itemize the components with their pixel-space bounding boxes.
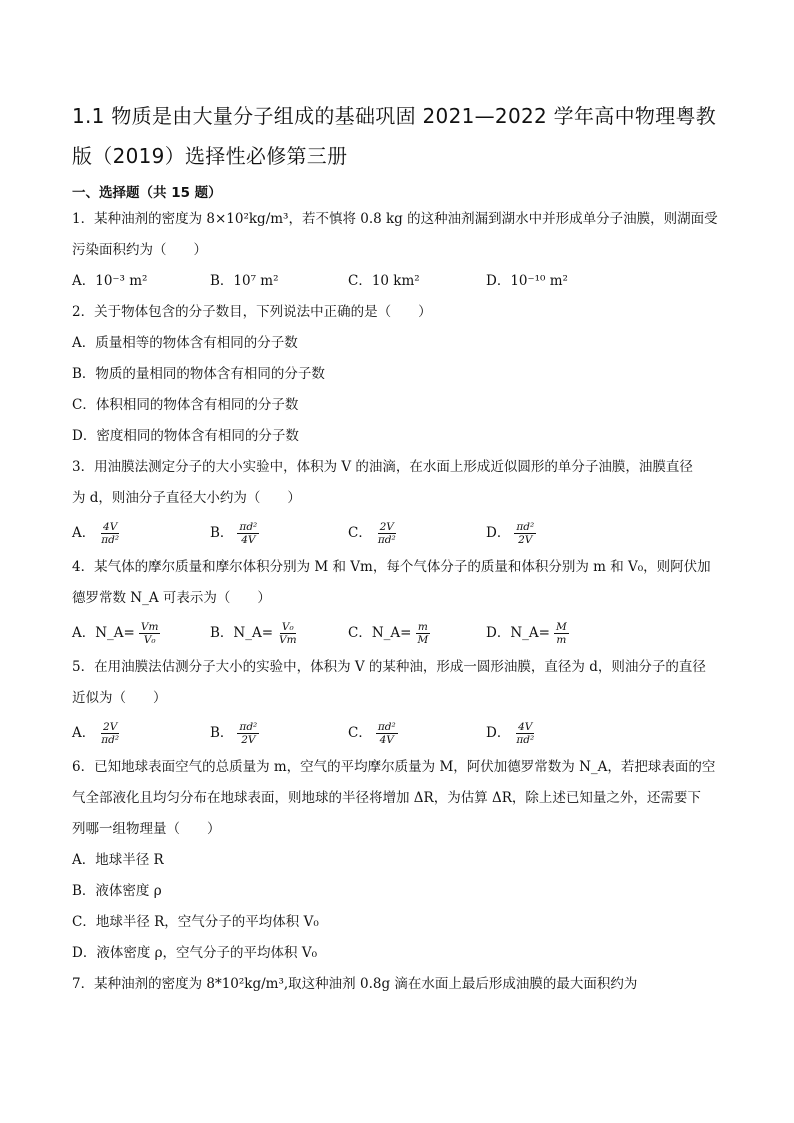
numerator: 2V [103, 720, 118, 733]
denominator: m [556, 633, 567, 646]
option-a: A．质量相等的物体含有相同的分子数 [72, 335, 298, 351]
option-a: A．10⁻³ m² [72, 273, 148, 289]
option-label: D．N_A= [486, 625, 550, 641]
option-c [348, 514, 486, 552]
numerator: V₀ [281, 620, 294, 633]
fraction [514, 521, 536, 546]
denominator: πd² [377, 533, 396, 546]
option-a: A．地球半径 R [72, 852, 164, 868]
question-text: 7．某种油剂的密度为 8*10²kg/m³,取这种油剂 0.8g 滴在水面上最后形成油膜的最大面积约为 [72, 976, 638, 992]
title-line-1: 1.1 物质是由大量分子组成的基础巩固 2021—2022 学年高中物理粤教 [72, 104, 717, 128]
denominator: πd² [101, 533, 120, 546]
option-c [348, 714, 486, 752]
question-text: 5．在用油膜法估测分子大小的实验中，体积为 V 的某种油，形成一圆形油膜，直径为 d，则油分子的直径 [72, 659, 706, 675]
question-text: 德罗常数 N_A 可表示为（ ） [72, 590, 271, 606]
option-d: D．液体密度 ρ，空气分子的平均体积 V₀ [72, 945, 318, 961]
question-text: 3．用油膜法测定分子的大小实验中，体积为 V 的油滴，在水面上形成近似圆形的单分子油膜，油膜直径 [72, 459, 693, 475]
numerator: Vm [140, 620, 159, 633]
option-d: D．10⁻¹⁰ m² [486, 273, 568, 289]
question-3 [72, 452, 722, 552]
numerator: M [555, 620, 567, 633]
fraction [376, 521, 398, 546]
option-label: C．N_A= [348, 625, 412, 641]
title-line-2: 版（2019）选择性必修第三册 [72, 144, 348, 168]
option-c: C．10 km² [348, 273, 420, 289]
option-label: C． [348, 525, 372, 541]
option-label: A． [72, 525, 96, 541]
fraction [237, 721, 259, 746]
document-title [72, 96, 722, 176]
numerator: πd² [377, 720, 396, 733]
question-4 [72, 552, 722, 652]
numerator: m [417, 620, 428, 633]
fraction [99, 721, 121, 746]
option-b: B．物质的量相同的物体含有相同的分子数 [72, 366, 325, 382]
option-label: A． [72, 725, 96, 741]
question-text: 为 d，则油分子直径大小约为（ ） [72, 490, 301, 506]
option-c [348, 614, 486, 652]
fraction [376, 721, 398, 746]
options-row [72, 266, 722, 297]
question-text: 气全部液化且均匀分布在地球表面，则地球的半径将增加 ΔR，为估算 ΔR，除上述已知量之外，还需要下 [72, 790, 701, 806]
numerator: 4V [518, 720, 533, 733]
numerator: πd² [239, 520, 258, 533]
fraction [99, 521, 121, 546]
question-7 [72, 969, 722, 1000]
question-text: 近似为（ ） [72, 690, 167, 706]
fraction [514, 721, 536, 746]
numerator: πd² [239, 720, 258, 733]
option-a [72, 614, 210, 652]
fraction [237, 521, 259, 546]
question-1 [72, 204, 722, 297]
option-label: B． [210, 525, 234, 541]
options-row [72, 714, 722, 752]
question-2 [72, 297, 722, 452]
section-heading: 一、选择题（共 15 题） [72, 185, 222, 201]
denominator: πd² [101, 733, 120, 746]
question-text: 污染面积约为（ ） [72, 242, 207, 258]
fraction [554, 621, 569, 646]
question-text: 2．关于物体包含的分子数目，下列说法中正确的是（ ） [72, 304, 432, 320]
denominator: 2V [241, 733, 256, 746]
option-label: B．N_A= [210, 625, 274, 641]
numerator: 2V [379, 520, 394, 533]
options-row [72, 614, 722, 652]
numerator: 4V [103, 520, 118, 533]
option-label: D． [486, 725, 511, 741]
option-b [210, 514, 348, 552]
option-label: C． [348, 725, 372, 741]
denominator: 4V [379, 733, 394, 746]
option-c: C．体积相同的物体含有相同的分子数 [72, 397, 299, 413]
question-text: 6．已知地球表面空气的总质量为 m，空气的平均摩尔质量为 M，阿伏加德罗常数为 N_A，若把球表面的空 [72, 759, 716, 775]
option-b [210, 614, 348, 652]
option-b: B．10⁷ m² [210, 273, 279, 289]
question-6 [72, 752, 722, 969]
question-text: 1．某种油剂的密度为 8×10²kg/m³，若不慎将 0.8 kg 的这种油剂漏到湖水中并形成单分子油膜，则湖面受 [72, 211, 718, 227]
question-text: 4．某气体的摩尔质量和摩尔体积分别为 M 和 Vm，每个气体分子的质量和体积分别为 m 和 V₀，则阿伏加 [72, 559, 711, 575]
option-b [210, 714, 348, 752]
denominator: 4V [241, 533, 256, 546]
denominator: M [417, 633, 429, 646]
option-label: A．N_A= [72, 625, 135, 641]
option-d [486, 614, 624, 652]
option-d [486, 514, 624, 552]
fraction [139, 621, 161, 646]
fraction [415, 621, 430, 646]
numerator: πd² [516, 520, 535, 533]
question-text: 列哪一组物理量（ ） [72, 821, 221, 837]
options-row [72, 514, 722, 552]
option-label: D． [486, 525, 511, 541]
exam-page [72, 96, 722, 1000]
denominator: πd² [516, 733, 535, 746]
fraction [277, 621, 299, 646]
option-b: B．液体密度 ρ [72, 883, 162, 899]
denominator: 2V [518, 533, 533, 546]
option-c: C．地球半径 R，空气分子的平均体积 V₀ [72, 914, 319, 930]
question-5 [72, 652, 722, 752]
denominator: V₀ [143, 633, 156, 646]
option-d [486, 714, 624, 752]
denominator: Vm [279, 633, 297, 646]
option-label: B． [210, 725, 234, 741]
option-a [72, 514, 210, 552]
option-d: D．密度相同的物体含有相同的分子数 [72, 428, 299, 444]
option-a [72, 714, 210, 752]
